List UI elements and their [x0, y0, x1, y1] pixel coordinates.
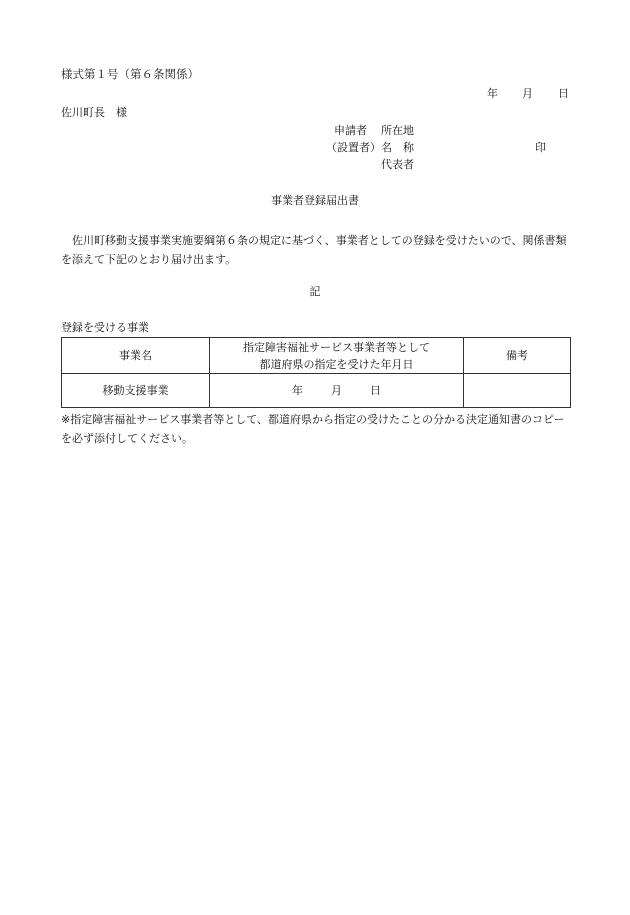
header-designation-date [210, 338, 464, 374]
header-business-name: 事業名 [62, 338, 210, 374]
date-day-label: 日 [558, 87, 569, 100]
applicant-representative-label: 代表者 [381, 158, 414, 171]
header-designation-line2: 都道府県の指定を受けた年月日 [259, 357, 414, 371]
cell-business-name: 移動支援事業 [62, 374, 210, 408]
header-designation-line1: 指定障害福祉サービス事業者等として [243, 340, 430, 354]
cell-designation-date [210, 374, 464, 408]
form-number: 様式第１号（第６条関係） [61, 67, 199, 81]
cell-remarks [464, 374, 571, 408]
applicant-name-label: 名 称 [381, 141, 414, 154]
cell-day-label: 日 [370, 384, 381, 397]
cell-year-label: 年 [292, 384, 303, 397]
seal-mark: 印 [535, 141, 546, 154]
header-remarks: 備考 [464, 338, 571, 374]
body-paragraph: 佐川町移動支援事業実施要綱第６条の規定に基づく、事業者としての登録を受けたいので、関係書類を添えて下記のとおり届け出ます。 [61, 234, 567, 266]
applicant-sub-label: （設置者） [326, 141, 381, 154]
applicant-label: 申請者 [334, 124, 367, 137]
section-label: 登録を受ける事業 [61, 321, 149, 334]
date-year-label: 年 [487, 87, 498, 100]
attachment-note: ※指定障害福祉サービス事業者等として、都道府県から指定の受けたことの分かる決定通知書のコピーを必ず添付してください。 [61, 413, 565, 445]
registration-table [61, 337, 571, 408]
table-row [62, 374, 571, 408]
document-title: 事業者登録届出書 [271, 194, 359, 207]
date-month-label: 月 [522, 87, 533, 100]
addressee: 佐川町長 様 [61, 106, 127, 119]
table-header-row [62, 338, 571, 374]
ki-heading: 記 [309, 285, 321, 298]
applicant-address-label: 所在地 [381, 124, 414, 137]
cell-month-label: 月 [331, 384, 342, 397]
